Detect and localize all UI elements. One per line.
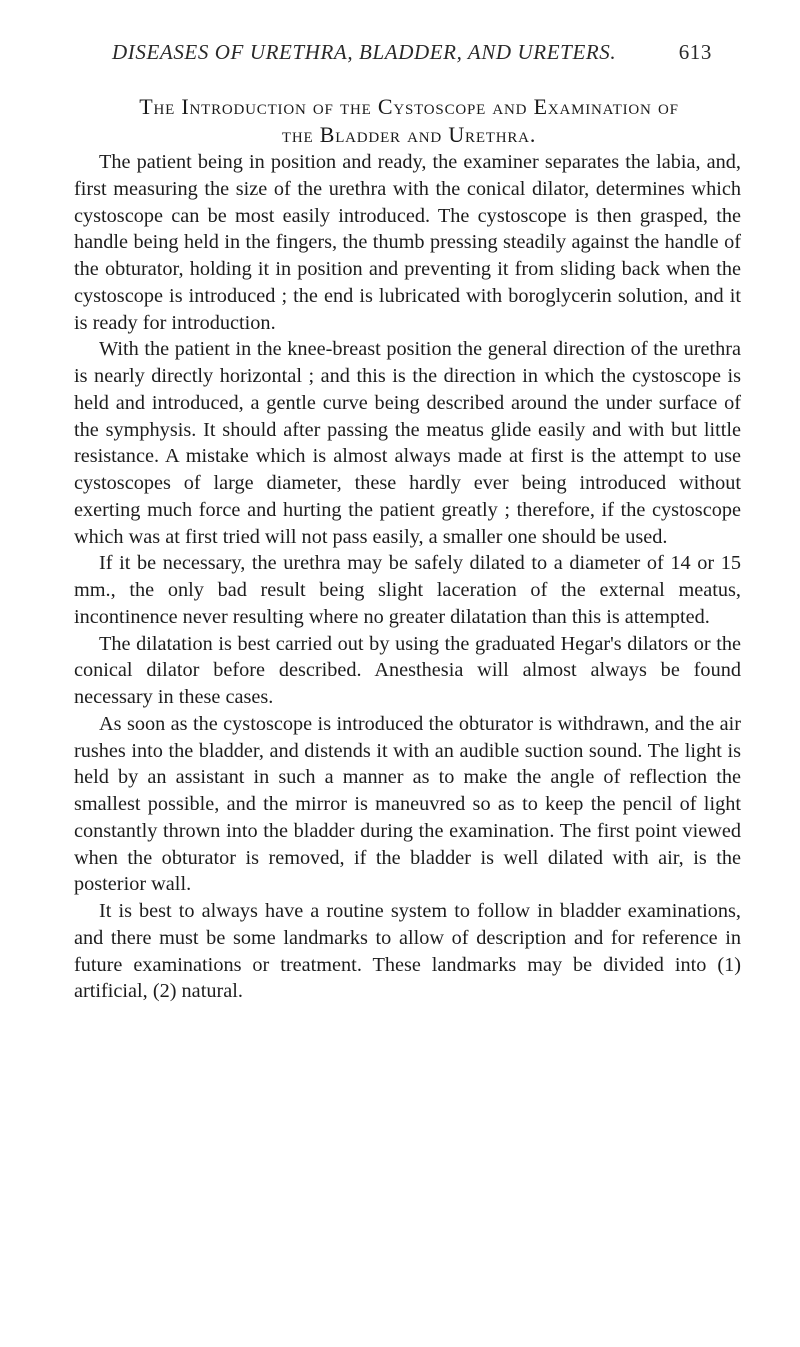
page-number: 613 xyxy=(678,40,712,64)
running-head xyxy=(112,40,712,80)
paragraph: If it be necessary, the urethra may be safely dilated to a diameter of 14 or 15 mm., the only bad result being slight laceration of the external meatus, incontinence never resulting where no greater dilatation than this is attempted. xyxy=(74,552,741,628)
section-heading-line-1: The Introduction of the Cystoscope and Examination of xyxy=(139,94,679,119)
section-heading xyxy=(74,93,744,149)
body-text xyxy=(74,149,741,1005)
running-head-title: DISEASES OF URETHRA, BLADDER, AND URETERS. xyxy=(112,40,617,64)
paragraph: With the patient in the knee-breast position the general direction of the urethra is nearly directly horizontal ; and this is the direction in which the cystoscope is held and introduced, a gentle curve being described around the under surface of the symphysis. It should after passing the meatus glide easily and with but little resistance. A mistake which is almost always made at first is the attempt to use cystoscopes of large diameter, these hardly ever being introduced without exerting much force and hurting the patient greatly ; therefore, if the cystoscope which was at first tried will not pass easily, a smaller one should be used. xyxy=(74,338,741,548)
paragraph: The dilatation is best carried out by using the graduated Hegar's dilators or the conical dilator before described. Anesthesia will almost always be found necessary in these cases. xyxy=(74,632,741,708)
paragraph: The patient being in position and ready, the examiner separates the labia, and, first measuring the size of the urethra with the conical dilator, determines which cystoscope can be most easily introduced. The cystoscope is then grasped, the handle being held in the fingers, the thumb pressing steadily against the handle of the obturator, holding it in position and preventing it from sliding back when the cystoscope is introduced ; the end is lubricated with boroglycerin solution, and it is ready for introduction. xyxy=(74,151,741,334)
paragraph: It is best to always have a routine system to follow in bladder examinations, and there must be some landmarks to allow of description and for reference in future examinations or treatment. These landmarks may be divided into (1) artificial, (2) natural. xyxy=(74,900,741,1003)
section-heading-line-2: the Bladder and Urethra. xyxy=(281,122,537,147)
paragraph: As soon as the cystoscope is introduced the obturator is withdrawn, and the air rushes into the bladder, and distends it with an audible suction sound. The light is held by an assistant in such a manner as to make the angle of reflection the smallest possible, and the mirror is maneuvred so as to keep the pencil of light constantly thrown into the bladder during the examination. The first point viewed when the obturator is removed, if the bladder is well dilated with air, is the posterior wall. xyxy=(74,712,741,896)
